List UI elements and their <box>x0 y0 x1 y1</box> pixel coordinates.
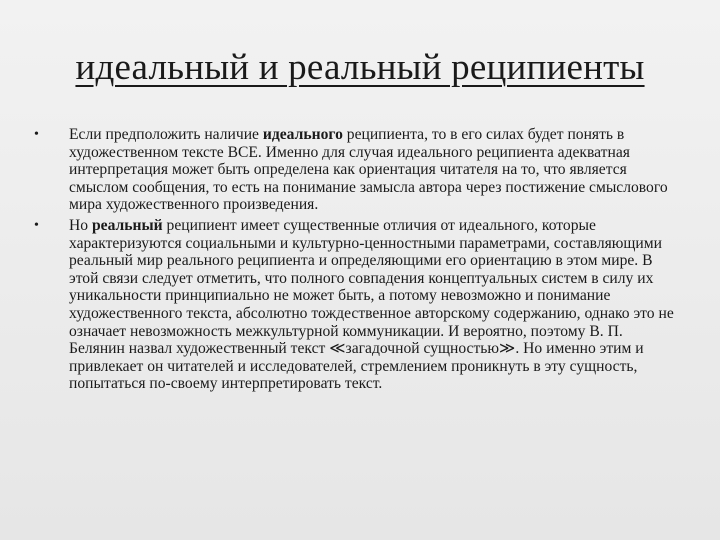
bullet-list <box>28 126 680 396</box>
bullet-text-bold: реальный <box>91 216 163 234</box>
bullet-marker: • <box>34 217 39 233</box>
bullet-item-ideal <box>28 126 680 214</box>
bullet-text-before: Если предположить наличие <box>69 126 263 143</box>
bullet-text-before: Но <box>69 216 92 234</box>
slide-title: идеальный и реальный реципиенты <box>75 47 645 88</box>
bullet-item-real <box>28 217 680 393</box>
bullet-text-bold: идеального <box>262 126 343 143</box>
bullet-text-after: реципиент имеет существенные отличия от идеального, которые характеризуются социальными и культурно-ценностными параметрами, составляющими реальный мир реального реципиента и определяющими его ориентацию в этом мире. В этой связи следует отметить, что полного совпадения концептуальных систем в силу их уникальности принципиально не может быть, а потому невозможно и понимание художественного текста, абсолютно тождественное авторскому содержанию, однако это не означает невозможность межкультурной коммуникации. И вероятно, поэтому В. П. Белянин назвал художественный текст ≪загадочной сущностью≫. Но именно этим и привлекает он читателей и исследователей, стремлением проникнуть в эту сущность, попытаться по-своему интерпретировать текст. <box>69 216 674 393</box>
bullet-text-after: реципиента, то в его силах будет понять в художественном тексте ВСЕ. Именно для случая идеального реципиента адекватная интерпретация может быть определена как ориентация читателя на то, что является смыслом сообщения, то есть на понимание замысла автора через постижение смыслового мира художественного произведения. <box>69 126 668 214</box>
bullet-marker: • <box>34 127 39 142</box>
